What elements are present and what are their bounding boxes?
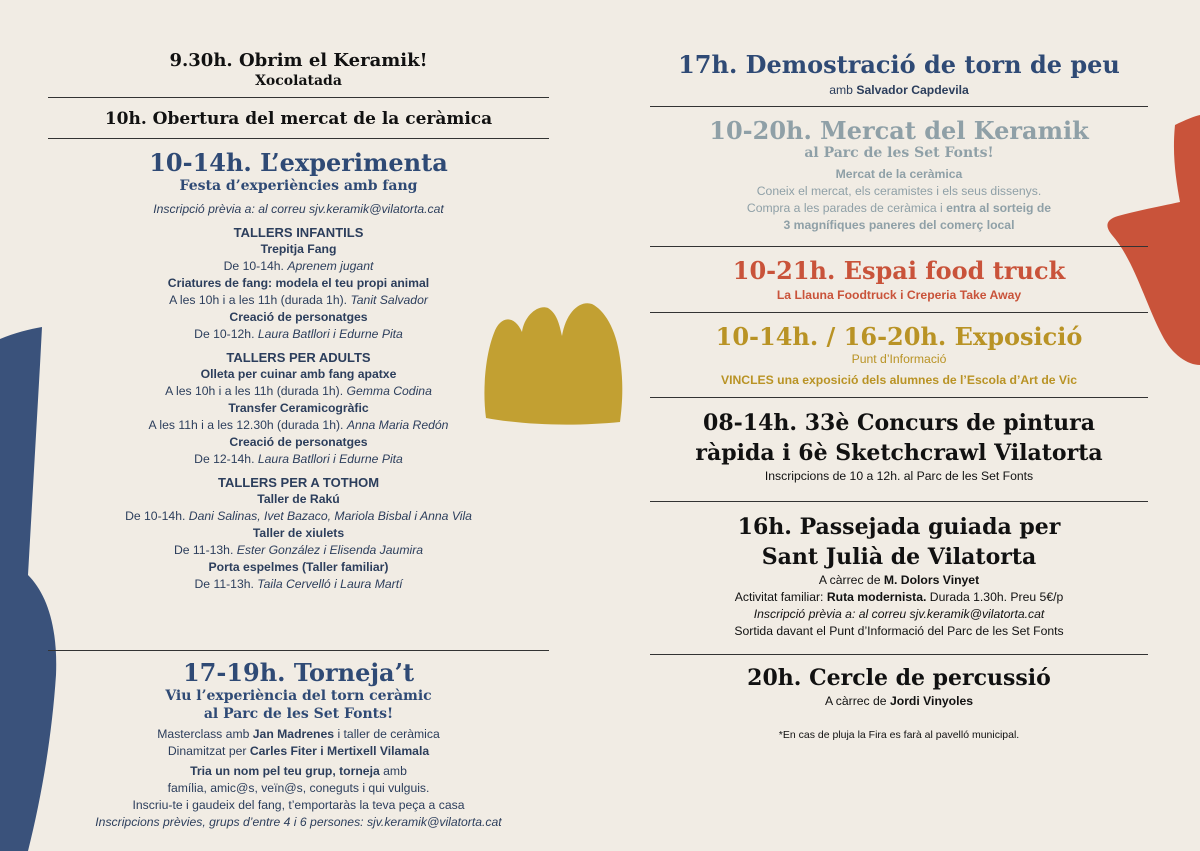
opening-subtitle: Xocolatada [255, 73, 342, 89]
workshop-people: Anna Maria Redón [346, 418, 449, 432]
workshop-time: A les 10h i a les 11h (durada 1h). [165, 384, 344, 398]
passejada-carrec-pre: A càrrec de [818, 573, 884, 587]
workshop-people: Laura Batllori i Edurne Pita [257, 452, 403, 466]
passejada-familiar-pre: Activitat familiar: [734, 590, 827, 604]
masterclass-post: i taller de ceràmica [334, 727, 440, 741]
workshop-time: De 10-12h. [194, 327, 255, 341]
workshop-name: Creació de personatges [229, 310, 368, 324]
passejada-familiar [650, 589, 1148, 606]
market-open-title: 10h. Obertura del mercat de la ceràmica [104, 109, 493, 129]
mercat-title: 10-20h. Mercat del Keramik [709, 116, 1089, 145]
food-title: 10-21h. Espai food truck [732, 256, 1066, 285]
mercat-line-2-pre: Compra a les parades de ceràmica i [746, 201, 947, 215]
workshop-details [48, 292, 549, 309]
torneja-title: 17-19h. Torneja’t [182, 658, 415, 687]
experimenta-inscription: Inscripció prèvia a: al correu sjv.keramik@vilatorta.cat [153, 202, 444, 216]
expo-subtitle: Punt d’Informació [851, 352, 947, 366]
cercle-section [650, 655, 1148, 742]
expo-title: 10-14h. / 16-20h. Exposició [715, 322, 1083, 351]
torneja-subtitle-1: Viu l’experiència del torn ceràmic [165, 688, 432, 704]
expo-desc: VINCLES una exposició dels alumnes de l’Escola d’Art de Vic [720, 373, 1078, 387]
passejada-familiar-post: Durada 1.30h. Preu 5€/p [926, 590, 1064, 604]
mercat-heading: Mercat de la ceràmica [835, 167, 963, 181]
concurs-title-1: 08-14h. 33è Concurs de pintura [703, 410, 1095, 436]
experimenta-title: 10-14h. L’experimenta [149, 148, 448, 177]
inscriu-line: Inscriu-te i gaudeix del fang, t’emportaràs la teva peça a casa [132, 798, 465, 812]
demo-sub-name: Salvador Capdevila [856, 83, 969, 97]
passejada-carrec [650, 572, 1148, 589]
workshop-time: A les 11h i a les 12.30h (durada 1h). [148, 418, 344, 432]
dinamitzat-names: Carles Fiter i Mertixell Vilamala [249, 744, 430, 758]
workshop-people: Aprenem jugant [287, 259, 374, 273]
cercle-title: 20h. Cercle de percussió [747, 665, 1051, 691]
demo-sub-pre: amb [829, 83, 857, 97]
food-section [650, 247, 1148, 313]
left-column [48, 40, 549, 831]
mercat-subtitle: al Parc de les Set Fonts! [804, 145, 994, 161]
workshop-details [48, 451, 549, 468]
mercat-section [650, 107, 1148, 247]
workshop-group-heading: TALLERS PER A TOTHOM [217, 475, 380, 490]
workshop-time: De 11-13h. [194, 577, 254, 591]
cercle-carrec-pre: A càrrec de [824, 694, 890, 708]
mercat-line-3: 3 magnífiques paneres del comerç local [783, 218, 1015, 232]
masterclass-pre: Masterclass amb [157, 727, 253, 741]
workshop-people: Gemma Codina [346, 384, 432, 398]
workshop-name: Taller de Rakú [257, 492, 340, 506]
workshop-groups [48, 224, 549, 593]
workshop-time: De 11-13h. [173, 543, 234, 557]
workshop-time: De 12-14h. [194, 452, 255, 466]
workshop-name: Transfer Ceramicogràfic [228, 401, 369, 415]
workshop-people: Ester González i Elisenda Jaumira [236, 543, 424, 557]
concurs-section [650, 398, 1148, 502]
concurs-title-2: ràpida i 6è Sketchcrawl Vilatorta [695, 440, 1103, 466]
masterclass-name: Jan Madrenes [252, 727, 335, 741]
inscripcions-line: Inscripcions prèvies, grups d’entre 4 i 6 persones: sjv.keramik@vilatorta.cat [95, 815, 502, 829]
passejada-carrec-name: M. Dolors Vinyet [883, 573, 980, 587]
workshop-name: Porta espelmes (Taller familiar) [208, 560, 389, 574]
workshop-people: Taila Cervelló i Laura Martí [257, 577, 403, 591]
passejada-title-1: 16h. Passejada guiada per [737, 514, 1061, 540]
workshop-name: Olleta per cuinar amb fang apatxe [200, 367, 397, 381]
workshop-details [48, 383, 549, 400]
workshop-details [48, 576, 549, 593]
dinamitzat-pre: Dinamitzat per [167, 744, 250, 758]
experimenta-section [48, 139, 549, 651]
workshop-details [48, 326, 549, 343]
tria-rest: amb [379, 764, 407, 778]
tria-bold: Tria un nom pel teu grup, torneja [190, 764, 380, 778]
workshop-name: Criatures de fang: modela el teu propi animal [167, 276, 430, 290]
tria-line [48, 763, 549, 780]
experimenta-subtitle: Festa d’experiències amb fang [179, 178, 418, 194]
workshop-time: A les 10h i a les 11h (durada 1h). [169, 293, 348, 307]
workshop-details [48, 508, 549, 525]
concurs-subtitle: Inscripcions de 10 a 12h. al Parc de les Set Fonts [764, 469, 1034, 483]
passejada-inscripcio: Inscripció prèvia a: al correu sjv.keramik@vilatorta.cat [753, 607, 1045, 621]
food-subtitle: La Llauna Foodtruck i Creperia Take Away [776, 288, 1022, 302]
workshop-people: Laura Batllori i Edurne Pita [257, 327, 403, 341]
opening-title: 9.30h. Obrim el Keramik! [169, 50, 428, 71]
workshop-people: Dani Salinas, Ivet Bazaco, Mariola Bisbal i Anna Vila [188, 509, 472, 523]
right-column [650, 40, 1148, 742]
mercat-line-1: Coneix el mercat, els ceramistes i els seus dissenys. [756, 184, 1042, 198]
workshop-name: Creació de personatges [229, 435, 368, 449]
torneja-section [48, 651, 549, 831]
passejada-section [650, 502, 1148, 655]
dinamitzat-line [48, 743, 549, 760]
workshop-details [48, 417, 549, 434]
demo-title: 17h. Demostració de torn de peu [678, 50, 1120, 79]
workshop-details [48, 258, 549, 275]
workshop-group-heading: TALLERS PER ADULTS [226, 350, 371, 365]
workshop-name: Trepitja Fang [260, 242, 337, 256]
masterclass-line [48, 726, 549, 743]
workshop-time: De 10-14h. [125, 509, 186, 523]
demo-subtitle [650, 82, 1148, 99]
opening-section [48, 40, 549, 98]
passejada-familiar-bold: Ruta modernista. [826, 590, 927, 604]
expo-section [650, 313, 1148, 398]
demo-section [650, 40, 1148, 107]
workshop-details [48, 542, 549, 559]
mercat-line-2-bold: entra al sorteig de [946, 201, 1052, 215]
passejada-sortida: Sortida davant el Punt d’Informació del Parc de les Set Fonts [734, 624, 1064, 638]
torneja-subtitle-2: al Parc de les Set Fonts! [203, 706, 394, 722]
family-line: família, amic@s, veïn@s, coneguts i qui vulguis. [167, 781, 430, 795]
passejada-title-2: Sant Julià de Vilatorta [761, 544, 1037, 570]
workshop-people: Tanit Salvador [350, 293, 428, 307]
cercle-carrec [650, 693, 1148, 710]
mercat-line-2 [650, 200, 1148, 217]
market-open-section [48, 98, 549, 139]
footnote: *En cas de pluja la Fira es farà al pavelló municipal. [778, 729, 1020, 741]
workshop-group-heading: TALLERS INFANTILS [233, 225, 364, 240]
cercle-carrec-name: Jordi Vinyoles [889, 694, 974, 708]
workshop-name: Taller de xiulets [252, 526, 345, 540]
workshop-time: De 10-14h. [223, 259, 284, 273]
